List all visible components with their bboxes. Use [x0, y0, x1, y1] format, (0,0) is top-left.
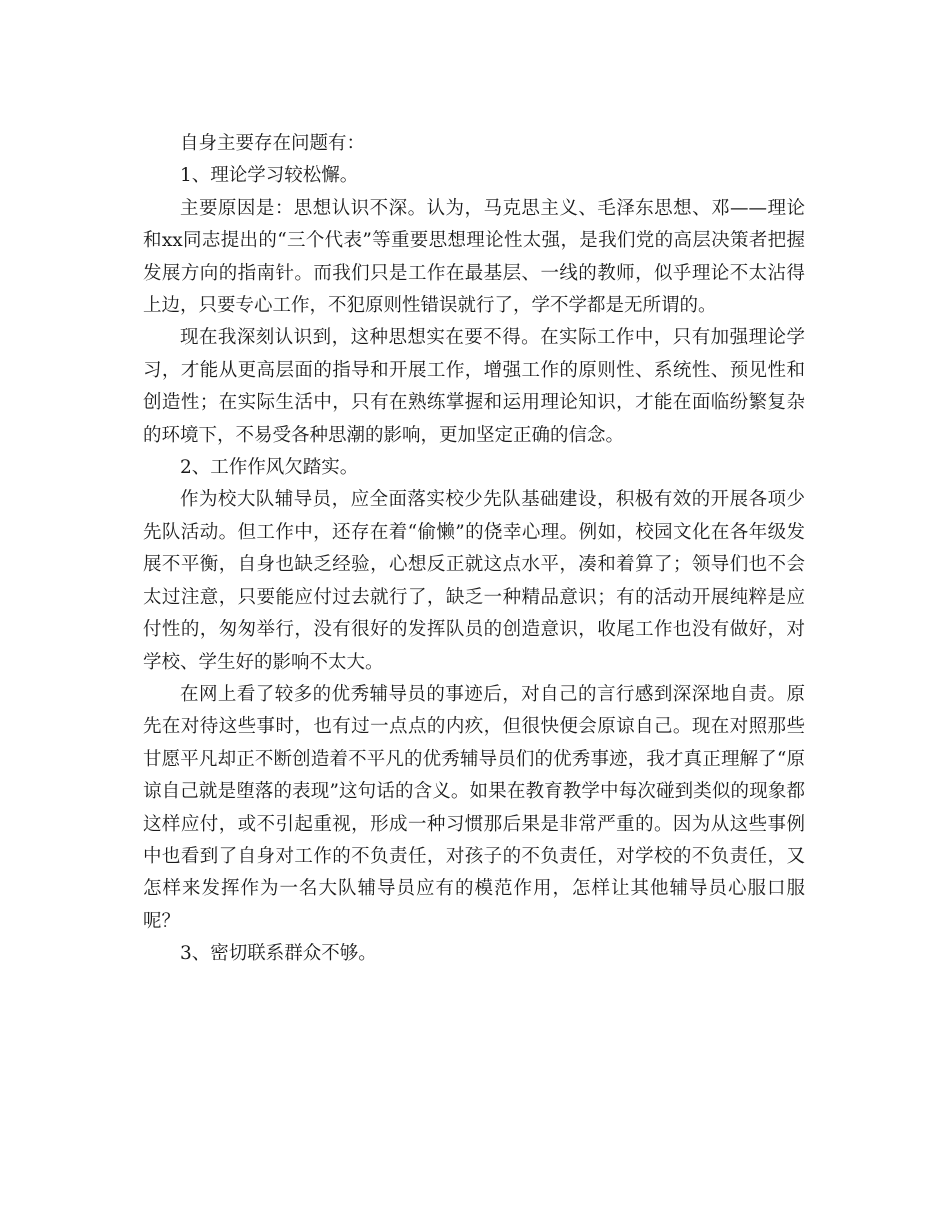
document-body [143, 128, 805, 971]
paragraph-work-style: 作为校大队辅导员，应全面落实校少先队基础建设，积极有效的开展各项少先队活动。但工作中，还存在着“偷懒”的侥幸心理。例如，校园文化在各年级发展不平衡，自身也缺乏经验，心想反正就这点水平，凑和着算了；领导们也不会太过注意，只要能应付过去就行了，缺乏一种精品意识；有的活动开展纯粹是应付性的，匆匆举行，没有很好的发挥队员的创造意识，收尾工作也没有做好，对学校、学生好的影响不太大。 [143, 489, 805, 673]
section-heading-2: 2、工作作风欠踏实。 [180, 457, 359, 479]
paragraph-main-reason: 主要原因是：思想认识不深。认为，马克思主义、毛泽东思想、邓——理论和xx同志提出的“三个代表”等重要思想理论性太强，是我们党的高层决策者把握发展方向的指南针。而我们只是工作在最基层、一线的教师，似乎理论不太沾得上边，只要专心工作，不犯原则性错误就行了，学不学都是无所谓的。 [143, 197, 805, 317]
section-heading-1: 1、理论学习较松懈。 [180, 165, 359, 187]
section-heading-intro: 自身主要存在问题有： [180, 133, 366, 154]
paragraph-realization: 现在我深刻认识到，这种思想实在要不得。在实际工作中，只有加强理论学习，才能从更高层面的指导和开展工作，增强工作的原则性、系统性、预见性和创造性；在实际生活中，只有在熟练掌握和运用理论知识，才能在面临纷繁复杂的环境下，不易受各种思潮的影响，更加坚定正确的信念。 [143, 327, 805, 446]
paragraph-reflection: 在网上看了较多的优秀辅导员的事迹后，对自己的言行感到深深地自责。原先在对待这些事时，也有过一点点的内疚，但很快便会原谅自己。现在对照那些甘愿平凡却正不断创造着不平凡的优秀辅导员们的优秀事迹，我才真正理解了“原谅自己就是堕落的表现”这句话的含义。如果在教育教学中每次碰到类似的现象都这样应付，或不引起重视，形成一种习惯那后果是非常严重的。因为从这些事例中也看到了自身对工作的不负责任，对孩子的不负责任，对学校的不负责任，又怎样来发挥作为一名大队辅导员应有的模范作用，怎样让其他辅导员心服口服呢？ [143, 683, 805, 932]
section-heading-3: 3、密切联系群众不够。 [180, 943, 377, 965]
